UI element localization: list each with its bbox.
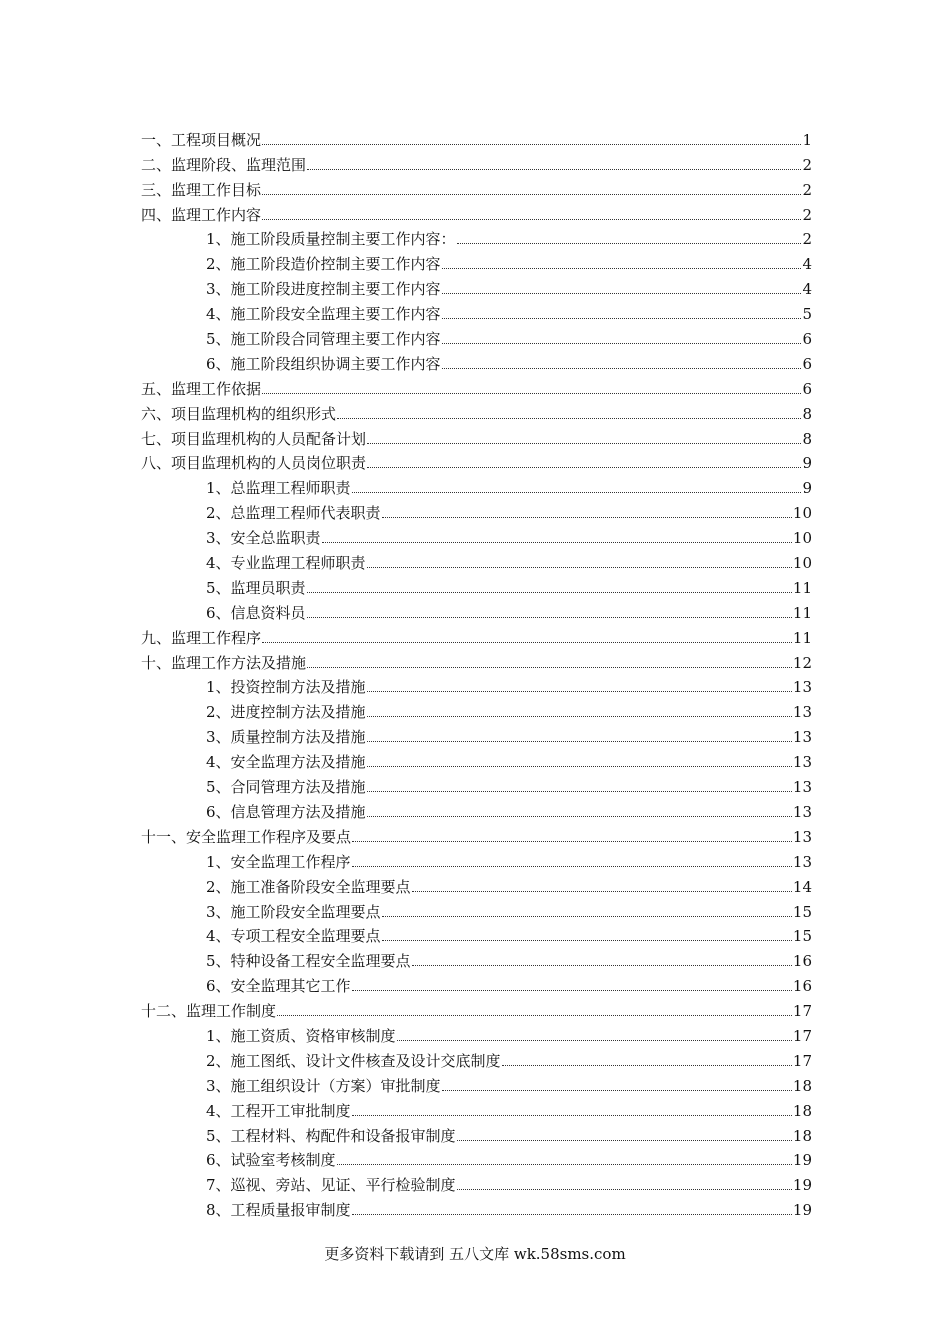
toc-entry[interactable]	[141, 796, 812, 821]
toc-entry-page-number: 9	[802, 454, 812, 473]
toc-entry-number: 2、	[206, 877, 231, 896]
toc-entry[interactable]	[141, 572, 812, 597]
toc-entry[interactable]	[141, 1070, 812, 1095]
table-of-contents	[141, 124, 812, 1219]
toc-entry-title: 信息资料员	[230, 603, 306, 622]
toc-entry-number: 8、	[206, 1201, 231, 1220]
toc-entry-number: 2、	[206, 504, 231, 523]
toc-entry-title: 合同管理方法及措施	[230, 778, 366, 797]
toc-entry-page-number: 4	[802, 255, 812, 274]
toc-entry-number: 6、	[206, 977, 231, 996]
toc-dot-leader	[382, 916, 792, 917]
toc-entry-page-number: 13	[792, 703, 812, 722]
footer-text: 更多资料下载请到 五八文库 wk.58sms.com	[324, 1245, 626, 1263]
toc-entry-number: 5、	[206, 330, 231, 349]
toc-entry[interactable]	[141, 472, 812, 497]
toc-entry[interactable]	[141, 1194, 812, 1219]
toc-entry-number: 4、	[206, 1101, 231, 1120]
toc-entry-number: 1、	[206, 479, 231, 498]
toc-entry-title: 特种设备工程安全监理要点	[230, 952, 411, 971]
toc-entry[interactable]	[141, 1020, 812, 1045]
toc-entry-page-number: 13	[792, 802, 812, 821]
toc-dot-leader	[367, 816, 792, 817]
toc-entry-page-number: 6	[802, 354, 812, 373]
toc-dot-leader	[307, 169, 801, 170]
toc-entry-number: 4、	[206, 554, 231, 573]
toc-entry-title: 项目监理机构的组织形式	[171, 404, 337, 423]
toc-entry-page-number: 8	[802, 404, 812, 423]
toc-entry-number: 1、	[206, 852, 231, 871]
toc-entry-number: 4、	[206, 927, 231, 946]
toc-dot-leader	[442, 343, 802, 344]
toc-entry-number: 六、	[141, 404, 172, 423]
toc-dot-leader	[307, 592, 792, 593]
toc-entry-title: 监理工作方法及措施	[171, 653, 307, 672]
toc-entry[interactable]	[141, 945, 812, 970]
toc-entry[interactable]	[141, 298, 812, 323]
toc-entry-page-number: 19	[792, 1151, 812, 1170]
toc-dot-leader	[337, 1164, 792, 1165]
toc-entry[interactable]	[141, 1045, 812, 1070]
toc-entry-page-number: 14	[792, 877, 812, 896]
toc-entry-number: 十一、	[141, 827, 187, 846]
toc-entry[interactable]	[141, 174, 812, 199]
toc-entry-page-number: 2	[802, 180, 812, 199]
toc-entry-title: 施工阶段质量控制主要工作内容：	[230, 230, 456, 249]
toc-entry-title: 施工阶段安全监理主要工作内容	[230, 305, 441, 324]
toc-entry-title: 工程质量报审制度	[230, 1201, 351, 1220]
toc-entry[interactable]	[141, 497, 812, 522]
toc-dot-leader	[277, 1015, 792, 1016]
toc-entry[interactable]	[141, 871, 812, 896]
toc-entry-title: 施工组织设计（方案）审批制度	[230, 1076, 441, 1095]
toc-entry[interactable]	[141, 124, 812, 149]
toc-entry-title: 项目监理机构的人员配备计划	[171, 429, 367, 448]
toc-entry-number: 6、	[206, 1151, 231, 1170]
toc-entry-number: 2、	[206, 703, 231, 722]
toc-dot-leader	[442, 1090, 792, 1091]
toc-dot-leader	[352, 1214, 792, 1215]
toc-entry-page-number: 8	[802, 429, 812, 448]
toc-entry-number: 1、	[206, 1026, 231, 1045]
toc-entry-number: 4、	[206, 305, 231, 324]
toc-entry[interactable]	[141, 373, 812, 398]
toc-entry-page-number: 16	[792, 977, 812, 996]
toc-entry[interactable]	[141, 547, 812, 572]
toc-entry-title: 投资控制方法及措施	[230, 678, 366, 697]
toc-entry-number: 二、	[141, 155, 172, 174]
toc-entry-number: 十、	[141, 653, 172, 672]
toc-entry[interactable]	[141, 1095, 812, 1120]
toc-entry-title: 施工阶段组织协调主要工作内容	[230, 354, 441, 373]
toc-entry-page-number: 11	[792, 628, 812, 647]
toc-entry[interactable]	[141, 721, 812, 746]
toc-entry-number: 3、	[206, 529, 231, 548]
toc-entry-title: 监理员职责	[230, 578, 306, 597]
toc-entry-number: 七、	[141, 429, 172, 448]
toc-dot-leader	[262, 393, 801, 394]
toc-dot-leader	[367, 716, 792, 717]
toc-entry-title: 项目监理机构的人员岗位职责	[171, 454, 367, 473]
toc-dot-leader	[412, 891, 792, 892]
toc-dot-leader	[382, 940, 792, 941]
toc-entry-page-number: 18	[792, 1126, 812, 1145]
toc-dot-leader	[352, 841, 792, 842]
toc-entry[interactable]	[141, 149, 812, 174]
toc-entry-title: 专项工程安全监理要点	[230, 927, 381, 946]
toc-entry-page-number: 17	[792, 1026, 812, 1045]
toc-entry-page-number: 9	[802, 479, 812, 498]
toc-entry-number: 1、	[206, 678, 231, 697]
toc-dot-leader	[352, 492, 802, 493]
toc-entry-title: 监理工作制度	[186, 1002, 277, 1021]
toc-entry-title: 监理工作内容	[171, 205, 262, 224]
toc-entry-title: 监理工作依据	[171, 379, 262, 398]
toc-dot-leader	[262, 642, 792, 643]
toc-entry-title: 施工准备阶段安全监理要点	[230, 877, 411, 896]
toc-entry-number: 6、	[206, 603, 231, 622]
toc-entry-number: 3、	[206, 280, 231, 299]
toc-entry-number: 3、	[206, 902, 231, 921]
toc-entry-title: 施工阶段进度控制主要工作内容	[230, 280, 441, 299]
toc-entry-page-number: 12	[792, 653, 812, 672]
toc-entry[interactable]	[141, 970, 812, 995]
toc-entry-page-number: 11	[792, 578, 812, 597]
toc-entry-number: 九、	[141, 628, 172, 647]
toc-entry-page-number: 6	[802, 379, 812, 398]
toc-entry[interactable]	[141, 398, 812, 423]
toc-entry-page-number: 10	[792, 504, 812, 523]
toc-entry-page-number: 13	[792, 678, 812, 697]
toc-entry-number: 5、	[206, 578, 231, 597]
toc-entry-title: 安全监理方法及措施	[230, 753, 366, 772]
toc-entry-page-number: 13	[792, 778, 812, 797]
toc-entry[interactable]	[141, 522, 812, 547]
toc-entry-page-number: 6	[802, 330, 812, 349]
toc-entry-title: 施工资质、资格审核制度	[230, 1026, 396, 1045]
toc-entry-page-number: 17	[792, 1051, 812, 1070]
toc-entry-page-number: 10	[792, 529, 812, 548]
toc-dot-leader	[262, 144, 801, 145]
toc-dot-leader	[442, 368, 802, 369]
toc-entry-page-number: 19	[792, 1176, 812, 1195]
toc-entry-number: 四、	[141, 205, 172, 224]
toc-entry-title: 安全监理工作程序	[230, 852, 351, 871]
toc-entry[interactable]	[141, 423, 812, 448]
toc-entry-number: 3、	[206, 1076, 231, 1095]
toc-entry-title: 监理阶段、监理范围	[171, 155, 307, 174]
toc-dot-leader	[457, 1140, 792, 1141]
toc-dot-leader	[457, 243, 802, 244]
toc-dot-leader	[502, 1065, 792, 1066]
toc-entry-title: 巡视、旁站、见证、平行检验制度	[230, 1176, 456, 1195]
toc-entry-number: 6、	[206, 802, 231, 821]
toc-entry-title: 进度控制方法及措施	[230, 703, 366, 722]
toc-entry-title: 试验室考核制度	[230, 1151, 336, 1170]
toc-entry-number: 五、	[141, 379, 172, 398]
toc-entry-title: 安全监理其它工作	[230, 977, 351, 996]
toc-entry-page-number: 2	[802, 155, 812, 174]
toc-entry-page-number: 11	[792, 603, 812, 622]
toc-dot-leader	[307, 667, 792, 668]
toc-entry-number: 三、	[141, 180, 172, 199]
toc-entry[interactable]	[141, 995, 812, 1020]
toc-entry-number: 5、	[206, 1126, 231, 1145]
toc-dot-leader	[367, 443, 801, 444]
toc-entry-page-number: 13	[792, 852, 812, 871]
toc-entry-page-number: 13	[792, 753, 812, 772]
toc-entry-page-number: 15	[792, 927, 812, 946]
toc-dot-leader	[262, 219, 801, 220]
toc-entry-title: 安全监理工作程序及要点	[186, 827, 352, 846]
toc-entry-page-number: 19	[792, 1201, 812, 1220]
toc-entry-title: 施工阶段造价控制主要工作内容	[230, 255, 441, 274]
toc-entry-number: 6、	[206, 354, 231, 373]
toc-entry[interactable]	[141, 199, 812, 224]
toc-entry-page-number: 15	[792, 902, 812, 921]
toc-entry-page-number: 1	[802, 130, 812, 149]
toc-dot-leader	[442, 318, 802, 319]
toc-dot-leader	[442, 293, 802, 294]
toc-entry-title: 工程材料、构配件和设备报审制度	[230, 1126, 456, 1145]
toc-entry-title: 施工阶段安全监理要点	[230, 902, 381, 921]
toc-entry-page-number: 10	[792, 554, 812, 573]
toc-entry[interactable]	[141, 597, 812, 622]
toc-entry-page-number: 4	[802, 280, 812, 299]
toc-dot-leader	[367, 567, 792, 568]
toc-entry-number: 4、	[206, 753, 231, 772]
toc-entry-number: 2、	[206, 1051, 231, 1070]
toc-dot-leader	[352, 866, 792, 867]
toc-dot-leader	[367, 791, 792, 792]
toc-entry-page-number: 18	[792, 1101, 812, 1120]
toc-entry[interactable]	[141, 672, 812, 697]
toc-entry[interactable]	[141, 921, 812, 946]
toc-entry-page-number: 2	[802, 205, 812, 224]
toc-entry-number: 2、	[206, 255, 231, 274]
toc-entry[interactable]	[141, 647, 812, 672]
toc-entry-page-number: 17	[792, 1002, 812, 1021]
toc-entry-title: 监理工作程序	[171, 628, 262, 647]
toc-dot-leader	[367, 741, 792, 742]
toc-entry[interactable]	[141, 746, 812, 771]
toc-dot-leader	[337, 418, 801, 419]
toc-entry[interactable]	[141, 1120, 812, 1145]
toc-entry[interactable]	[141, 846, 812, 871]
toc-entry-page-number: 18	[792, 1076, 812, 1095]
toc-dot-leader	[307, 617, 792, 618]
toc-entry-title: 工程开工审批制度	[230, 1101, 351, 1120]
toc-dot-leader	[412, 965, 792, 966]
toc-entry-number: 5、	[206, 778, 231, 797]
toc-entry-title: 专业监理工程师职责	[230, 554, 366, 573]
toc-entry[interactable]	[141, 224, 812, 249]
toc-entry[interactable]	[141, 323, 812, 348]
toc-entry-title: 总监理工程师代表职责	[230, 504, 381, 523]
toc-entry-title: 质量控制方法及措施	[230, 728, 366, 747]
toc-dot-leader	[397, 1040, 792, 1041]
toc-entry[interactable]	[141, 771, 812, 796]
toc-dot-leader	[262, 194, 801, 195]
toc-entry[interactable]	[141, 448, 812, 473]
toc-dot-leader	[322, 542, 792, 543]
toc-entry-title: 总监理工程师职责	[230, 479, 351, 498]
toc-entry[interactable]	[141, 348, 812, 373]
toc-entry[interactable]	[141, 622, 812, 647]
toc-dot-leader	[442, 268, 802, 269]
toc-dot-leader	[367, 691, 792, 692]
toc-dot-leader	[382, 517, 792, 518]
toc-entry-title: 工程项目概况	[171, 130, 262, 149]
toc-dot-leader	[457, 1189, 792, 1190]
toc-dot-leader	[367, 467, 801, 468]
toc-entry-number: 八、	[141, 454, 172, 473]
toc-entry[interactable]	[141, 696, 812, 721]
toc-entry-title: 施工阶段合同管理主要工作内容	[230, 330, 441, 349]
toc-dot-leader	[367, 766, 792, 767]
toc-entry-page-number: 16	[792, 952, 812, 971]
toc-entry-number: 5、	[206, 952, 231, 971]
toc-dot-leader	[352, 1115, 792, 1116]
toc-entry[interactable]	[141, 821, 812, 846]
toc-entry[interactable]	[141, 1169, 812, 1194]
toc-entry-page-number: 13	[792, 728, 812, 747]
toc-entry-page-number: 5	[802, 305, 812, 324]
toc-entry-number: 7、	[206, 1176, 231, 1195]
toc-entry-number: 十二、	[141, 1002, 187, 1021]
toc-entry[interactable]	[141, 1145, 812, 1170]
toc-dot-leader	[352, 990, 792, 991]
toc-entry-number: 1、	[206, 230, 231, 249]
toc-entry-page-number: 2	[802, 230, 812, 249]
toc-entry-page-number: 13	[792, 827, 812, 846]
toc-entry-title: 监理工作目标	[171, 180, 262, 199]
toc-entry-title: 施工图纸、设计文件核查及设计交底制度	[230, 1051, 501, 1070]
toc-entry[interactable]	[141, 248, 812, 273]
toc-entry-number: 一、	[141, 130, 172, 149]
toc-entry-title: 安全总监职责	[230, 529, 321, 548]
toc-entry-number: 3、	[206, 728, 231, 747]
toc-entry[interactable]	[141, 896, 812, 921]
toc-entry-title: 信息管理方法及措施	[230, 802, 366, 821]
toc-entry[interactable]	[141, 273, 812, 298]
